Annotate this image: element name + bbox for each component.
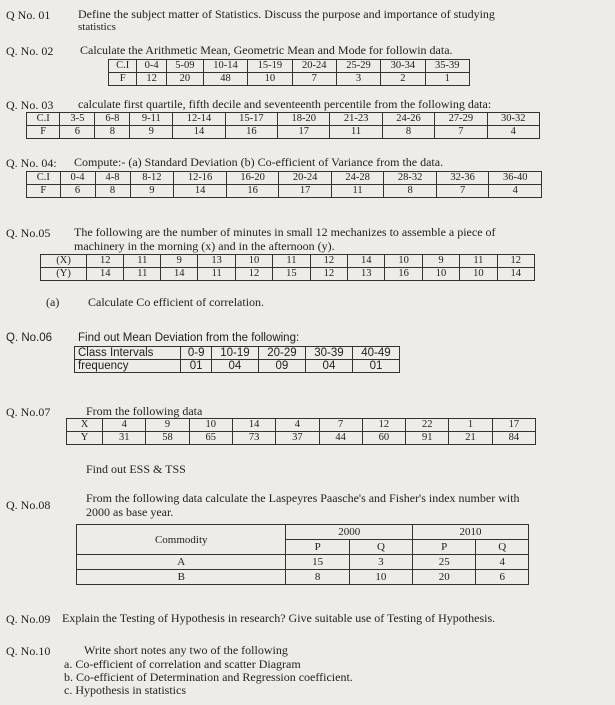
q5-table-cell: 12: [235, 268, 272, 281]
q7-after-text: Find out ESS & TSS: [86, 462, 186, 476]
q2-table-cell: 48: [203, 73, 247, 86]
q3-number: Q. No. 03: [6, 98, 54, 112]
q7-table-row: [67, 432, 536, 445]
q10-options: [64, 658, 353, 697]
q6-table: [74, 346, 400, 373]
q10-text: Write short notes any two of the following: [84, 643, 288, 657]
q7-table-cell: 12: [362, 419, 405, 432]
q4-table-cell: 20-24: [279, 172, 332, 185]
q8-table-cell: 8: [286, 570, 349, 585]
q5-text-line1: The following are the number of minutes in small 12 mechanizes to assemble a piece of: [74, 225, 496, 239]
q7-table-cell: 4: [103, 419, 146, 432]
q3-table-cell: 18-20: [278, 113, 330, 126]
q3-table-cell: 4: [487, 126, 539, 139]
q6-table-cell: Class Intervals: [75, 347, 181, 360]
q7-table-cell: 21: [449, 432, 492, 445]
q5-table-cell: 14: [161, 268, 198, 281]
q7-table-cell: 4: [276, 419, 319, 432]
q2-table-cell: C.I: [109, 60, 137, 73]
q5-table-cell: 14: [348, 255, 385, 268]
q3-table-cell: 12-14: [173, 113, 225, 126]
q5-table-cell: (Y): [41, 268, 87, 281]
q5-table-cell: 9: [161, 255, 198, 268]
q5-table-cell: 10: [422, 268, 459, 281]
q3-table-cell: 24-26: [382, 113, 434, 126]
q5-table-cell: 13: [348, 268, 385, 281]
q7-table-cell: X: [67, 419, 103, 432]
q2-table-cell: F: [109, 73, 137, 86]
q8-table-row: [77, 555, 529, 570]
q3-table-cell: 14: [173, 126, 225, 139]
q7-table-cell: 17: [492, 419, 535, 432]
q8-year1-header: 2000: [286, 525, 413, 540]
q10-option-c: c. Hypothesis in statistics: [64, 683, 186, 697]
q3-table-cell: 17: [278, 126, 330, 139]
q6-table-cell: 10-19: [211, 347, 258, 360]
q4-table-cell: C.I: [27, 172, 61, 185]
q4-table-cell: 8-12: [130, 172, 174, 185]
q6-table-cell: 04: [305, 360, 352, 373]
q10-option-a: a. Co-efficient of correlation and scatter Diagram: [64, 657, 301, 671]
q5-number: Q. No.05: [6, 226, 51, 240]
q4-table-cell: F: [27, 185, 61, 198]
q2-table-cell: 25-29: [336, 60, 380, 73]
q2-table-cell: 12: [137, 73, 167, 86]
q9-text: Explain the Testing of Hypothesis in research? Give suitable use of Testing of Hypothesis.: [62, 611, 496, 625]
q3-table-cell: 16: [225, 126, 277, 139]
q10-option-b: b. Co-efficient of Determination and Regression coefficient.: [64, 670, 353, 684]
q4-table-cell: 17: [279, 185, 332, 198]
q4-table-row: [27, 172, 542, 185]
q4-table-cell: 7: [436, 185, 489, 198]
q7-table-cell: 22: [406, 419, 449, 432]
q4-table-cell: 16: [226, 185, 279, 198]
q8-table-cell: 25: [413, 555, 476, 570]
q5-table-cell: 12: [87, 255, 124, 268]
q7-table-cell: 10: [189, 419, 232, 432]
q6-table-cell: 0-9: [181, 347, 212, 360]
q8-p-header: P: [413, 540, 476, 555]
q7-table-row: [67, 419, 536, 432]
q3-table-cell: F: [27, 126, 60, 139]
q8-table-row: [77, 525, 529, 540]
q2-text: Calculate the Arithmetic Mean, Geometric Mean and Mode for followin data.: [80, 43, 453, 57]
q1-text-line2: statistics: [78, 21, 116, 33]
q5-table-cell: (X): [41, 255, 87, 268]
q7-table-cell: 65: [189, 432, 232, 445]
q6-table-cell: 30-39: [305, 347, 352, 360]
q2-table-cell: 20: [166, 73, 203, 86]
q4-table-cell: 8: [95, 185, 130, 198]
q7-text: From the following data: [86, 404, 203, 418]
q6-table-cell: 01: [181, 360, 212, 373]
q5-table-cell: 11: [273, 255, 310, 268]
q5-table-cell: 11: [124, 255, 161, 268]
q5-table-cell: 14: [497, 268, 534, 281]
q2-table-cell: 15-19: [248, 60, 292, 73]
q4-table-cell: 11: [331, 185, 384, 198]
q8-p-header: P: [286, 540, 349, 555]
q5-sub-label: (a): [46, 295, 60, 309]
q4-table-cell: 8: [384, 185, 437, 198]
q2-table-cell: 10-14: [203, 60, 247, 73]
q5-text-line2: machinery in the morning (x) and in the afternoon (y).: [74, 239, 335, 253]
q5-table-cell: 11: [198, 268, 235, 281]
q7-table-cell: 84: [492, 432, 535, 445]
q2-table-row: [109, 73, 470, 86]
q3-table-cell: 7: [435, 126, 487, 139]
q3-table-cell: 6-8: [95, 113, 130, 126]
q8-text-line2: 2000 as base year.: [86, 505, 174, 519]
q4-table-cell: 0-4: [60, 172, 95, 185]
q5-table-cell: 16: [385, 268, 422, 281]
q6-table-row: [75, 360, 400, 373]
q3-table-cell: 8: [382, 126, 434, 139]
q7-table-cell: 31: [103, 432, 146, 445]
q8-q-header: Q: [476, 540, 529, 555]
q2-table-cell: 10: [248, 73, 292, 86]
q8-table-cell: 6: [476, 570, 529, 585]
q5-table-cell: 10: [460, 268, 497, 281]
q5-sub-text: Calculate Co efficient of correlation.: [88, 295, 265, 309]
q10-number: Q. No.10: [6, 644, 51, 658]
q3-table-cell: 30-32: [487, 113, 539, 126]
q4-table-cell: 4: [489, 185, 542, 198]
q4-number: Q. No. 04:: [6, 156, 57, 170]
q7-table-cell: 14: [232, 419, 275, 432]
q7-number: Q. No.07: [6, 405, 51, 419]
q8-table-cell: A: [77, 555, 286, 570]
q5-table-cell: 10: [235, 255, 272, 268]
q7-table-cell: 91: [406, 432, 449, 445]
q8-table-cell: 4: [476, 555, 529, 570]
q6-table-cell: 09: [258, 360, 305, 373]
q5-table-cell: 14: [87, 268, 124, 281]
q3-table-cell: 8: [95, 126, 130, 139]
q7-table-cell: 44: [319, 432, 362, 445]
q4-table-cell: 6: [60, 185, 95, 198]
q5-table-cell: 10: [385, 255, 422, 268]
q2-table-cell: 0-4: [137, 60, 167, 73]
q1-number: Q No. 01: [6, 8, 51, 22]
q2-table-cell: 30-34: [381, 60, 425, 73]
q5-table-cell: 12: [310, 255, 347, 268]
q8-number: Q. No.08: [6, 498, 51, 512]
q2-table: [108, 59, 470, 86]
q3-table-row: [27, 126, 540, 139]
q4-table-row: [27, 185, 542, 198]
q5-table-row: [41, 268, 535, 281]
q2-table-cell: 20-24: [292, 60, 336, 73]
q8-table-row: [77, 570, 529, 585]
q8-table-cell: 20: [413, 570, 476, 585]
q3-table-cell: 9: [130, 126, 173, 139]
q3-table-cell: 21-23: [330, 113, 382, 126]
q5-table-cell: 15: [273, 268, 310, 281]
q5-table-cell: 13: [198, 255, 235, 268]
q3-table-cell: C.I: [27, 113, 60, 126]
q8-table-cell: 3: [349, 555, 412, 570]
q8-table-cell: 10: [349, 570, 412, 585]
q4-table-cell: 24-28: [331, 172, 384, 185]
q3-table-cell: 3-5: [60, 113, 95, 126]
q3-table-cell: 11: [330, 126, 382, 139]
q7-table-cell: 9: [146, 419, 189, 432]
q2-table-row: [109, 60, 470, 73]
q3-table-cell: 27-29: [435, 113, 487, 126]
q3-table: [26, 112, 540, 139]
q2-table-cell: 3: [336, 73, 380, 86]
q1-text-line1: Define the subject matter of Statistics. Discuss the purpose and importance of studying: [78, 7, 495, 21]
q6-table-row: [75, 347, 400, 360]
q2-number: Q. No. 02: [6, 44, 54, 58]
q5-table: [40, 254, 535, 281]
q2-table-cell: 1: [425, 73, 469, 86]
q7-table-cell: 73: [232, 432, 275, 445]
q5-table-cell: 12: [497, 255, 534, 268]
q6-number: Q. No.06: [6, 332, 53, 344]
q8-table-cell: 15: [286, 555, 349, 570]
q7-table-cell: 60: [362, 432, 405, 445]
q4-table-cell: 9: [130, 185, 174, 198]
q4-table-cell: 28-32: [384, 172, 437, 185]
q3-table-cell: 9-11: [130, 113, 173, 126]
q2-table-cell: 7: [292, 73, 336, 86]
q6-table-cell: 04: [211, 360, 258, 373]
q2-table-cell: 5-09: [166, 60, 203, 73]
q4-table-cell: 16-20: [226, 172, 279, 185]
q6-table-cell: frequency: [75, 360, 181, 373]
q8-table: [76, 524, 529, 585]
q4-table-cell: 32-36: [436, 172, 489, 185]
q8-table-cell: B: [77, 570, 286, 585]
q5-table-row: [41, 255, 535, 268]
q2-table-cell: 2: [381, 73, 425, 86]
q4-table-cell: 12-16: [174, 172, 227, 185]
q5-table-cell: 9: [422, 255, 459, 268]
q8-commodity-header: Commodity: [77, 525, 286, 555]
q6-text: Find out Mean Deviation from the following:: [78, 332, 300, 344]
q7-table-cell: 58: [146, 432, 189, 445]
q7-table-cell: 37: [276, 432, 319, 445]
q5-table-cell: 11: [460, 255, 497, 268]
q4-table: [26, 171, 542, 198]
q6-table-cell: 20-29: [258, 347, 305, 360]
q5-table-cell: 11: [124, 268, 161, 281]
q9-number: Q. No.09: [6, 612, 51, 626]
q8-year2-header: 2010: [413, 525, 529, 540]
q4-table-cell: 4-8: [95, 172, 130, 185]
q3-table-cell: 6: [60, 126, 95, 139]
q4-table-cell: 14: [174, 185, 227, 198]
q7-table-cell: Y: [67, 432, 103, 445]
q6-table-cell: 40-49: [352, 347, 399, 360]
q7-table-cell: 1: [449, 419, 492, 432]
q4-table-cell: 36-40: [489, 172, 542, 185]
q6-table-cell: 01: [352, 360, 399, 373]
q4-text: Compute:- (a) Standard Deviation (b) Co-efficient of Variance from the data.: [74, 155, 444, 169]
q5-table-cell: 12: [310, 268, 347, 281]
q7-table-cell: 7: [319, 419, 362, 432]
q2-table-cell: 35-39: [425, 60, 469, 73]
q8-text-line1: From the following data calculate the Laspeyres Paasche's and Fisher's index number with: [86, 491, 520, 505]
q3-table-cell: 15-17: [225, 113, 277, 126]
q3-text: calculate first quartile, fifth decile and seventeenth percentile from the following data:: [78, 97, 492, 111]
q8-q-header: Q: [349, 540, 412, 555]
q7-table: [66, 418, 536, 445]
q3-table-row: [27, 113, 540, 126]
